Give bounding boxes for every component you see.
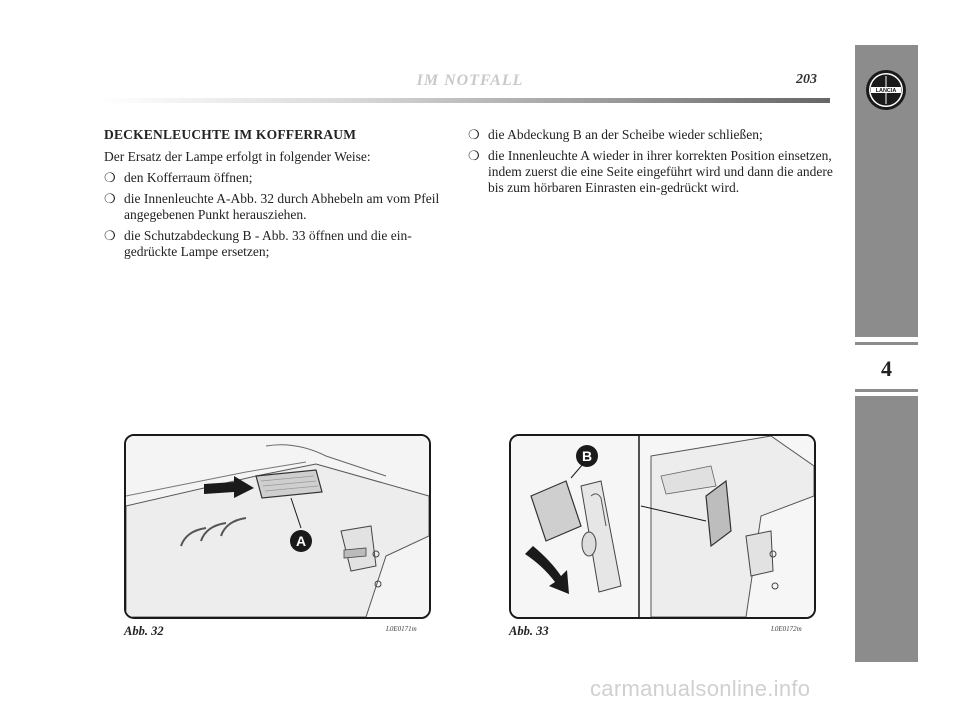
callout-label-a: A: [295, 533, 307, 549]
list-item-text: die Innenleuchte A-Abb. 32 durch Abhebeln am vom Pfeil angegebenen Punkt herausziehen.: [124, 191, 440, 222]
page-number: 203: [796, 72, 817, 87]
figure-33-code: L0E0172m: [771, 625, 802, 633]
figure-32-illustration: [124, 434, 431, 619]
list-item-text: die Innenleuchte A wieder in ihrer korrekten Position einsetzen, indem zuerst die eine Seite eingeführt wird und dann die andere bis zum hörbaren Einrasten ein-gedrückt wird.: [488, 148, 833, 195]
section-heading: DECKENLEUCHTE IM KOFFERRAUM: [104, 127, 357, 142]
right-column: [468, 127, 834, 201]
figure-33-illustration: [509, 434, 816, 619]
circle-bullet-icon: ❍: [104, 228, 116, 243]
left-column: [104, 127, 449, 265]
list-item: [104, 191, 449, 223]
figure-32-code: L0E0171m: [386, 625, 417, 633]
list-item: [104, 228, 449, 260]
list-item-text: die Schutzabdeckung B - Abb. 33 öffnen und die ein-gedrückte Lampe ersetzen;: [124, 228, 412, 259]
list-item: [104, 170, 449, 186]
sidebar-lower-block: [855, 396, 918, 662]
callout-label-b: B: [581, 448, 593, 464]
chapter-number: 4: [881, 356, 892, 381]
circle-bullet-icon: ❍: [104, 191, 116, 206]
lancia-logo-icon: [864, 68, 908, 112]
circle-bullet-icon: ❍: [104, 170, 116, 185]
list-item: [468, 148, 834, 196]
watermark-text: carmanualsonline.info: [590, 676, 811, 701]
brand-logo-text: LANCIA: [875, 88, 897, 94]
figure-33-caption: Abb. 33: [509, 624, 549, 638]
figure-32-caption: Abb. 32: [124, 624, 164, 638]
circle-bullet-icon: ❍: [468, 148, 480, 163]
intro-text: Der Ersatz der Lampe erfolgt in folgender Weise:: [104, 149, 371, 164]
list-item-text: die Abdeckung B an der Scheibe wieder schließen;: [488, 127, 763, 142]
list-item-text: den Kofferraum öffnen;: [124, 170, 253, 185]
list-item: [468, 127, 834, 143]
section-title: IM NOTFALL: [416, 72, 524, 89]
circle-bullet-icon: ❍: [468, 127, 480, 142]
header-divider: [100, 98, 830, 103]
